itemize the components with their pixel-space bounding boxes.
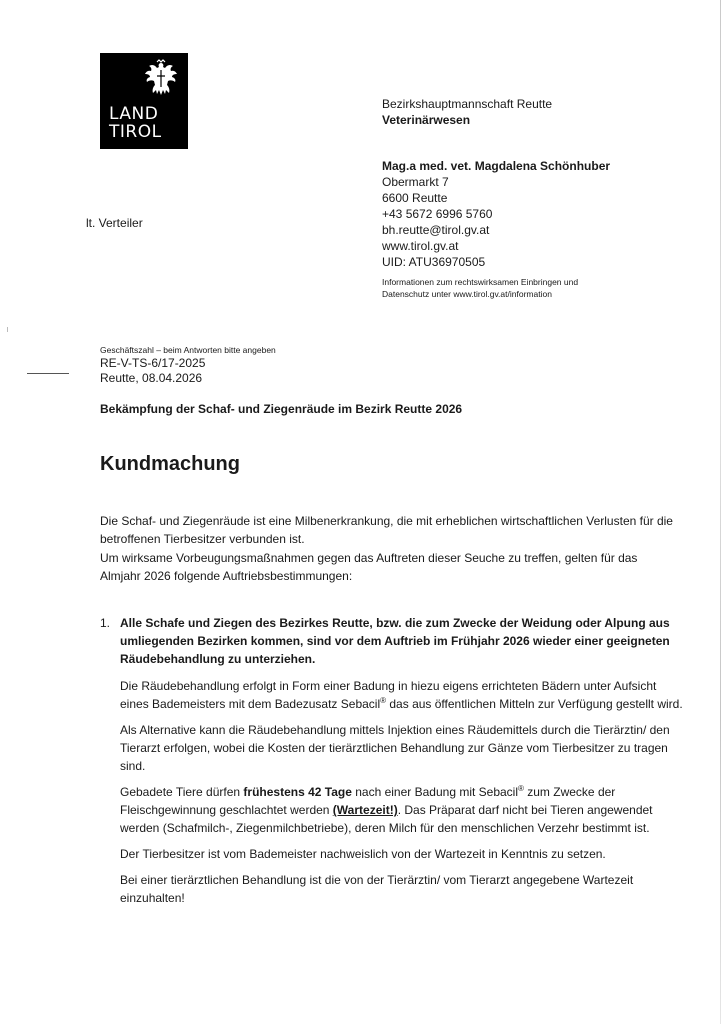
sender-department: Veterinärwesen [382, 113, 471, 127]
waiting-period-paragraph: Gebadete Tiere dürfen frühestens 42 Tage nach einer Badung mit Sebacil® zum Zwecke der Fleischgewinnung geschlachtet werden (Wartezeit!). Das Präparat darf nicht bei Tieren angewendet werden (Schafmilch-, Ziegenmilchbetriebe), deren Milch für den menschlichen Verzehr bestimmt ist. [120, 784, 653, 835]
tyrolean-eagle-icon [144, 59, 178, 97]
list-number: 1. [100, 616, 111, 630]
land-tirol-logo [100, 53, 188, 149]
document-heading: Kundmachung [100, 453, 240, 475]
contact-phone: +43 5672 6996 5760 [382, 207, 493, 221]
contact-name: Mag.a med. vet. Magdalena Schönhuber [382, 159, 611, 173]
alternative-paragraph: Als Alternative kann die Räudebehandlung mittels Injektion eines Räudemittels durch die Tierärztin/ den Tierarzt erfolgen, wobei die Kosten der tierärztlichen Behandlung zur Gänze vom Tierbesitzer zu tragen sind. [120, 723, 670, 773]
list-item-lead: Alle Schafe und Ziegen des Bezirkes Reutte, bzw. die zum Zwecke der Weidung oder Alpung aus umliegenden Bezirken kommen, sind vor dem Auftrieb im Frühjahr 2026 wieder einer geeigneten Räudebehandlung zu unterziehen. [120, 616, 670, 666]
list-item-1 [100, 614, 700, 915]
contact-uid: UID: ATU36970505 [382, 255, 486, 269]
contact-city: 6600 Reutte [382, 191, 448, 205]
reference-hint: Geschäftszahl – beim Antworten bitte angeben [100, 345, 276, 355]
contact-block [382, 158, 610, 300]
place-date: Reutte, 08.04.2026 [100, 371, 203, 385]
bath-paragraph: Die Räudebehandlung erfolgt in Form einer Badung in hiezu eigens errichteten Bädern unter Aufsicht eines Bademeisters mit dem Badezusatz Sebacil® das aus öffentlichen Mitteln zur Verfügung gestellt wird. [120, 679, 683, 711]
reference-block [100, 344, 276, 386]
waiting-period-emphasis: (Wartezeit!) [332, 803, 398, 817]
sender-office: Bezirkshauptmannschaft Reutte [382, 97, 553, 111]
sender-block [382, 96, 552, 128]
scan-edge [720, 0, 721, 1024]
vet-paragraph: Bei einer tierärztlichen Behandlung ist die von der Tierärztin/ vom Tierarzt angegebene Wartezeit einzuhalten! [120, 873, 634, 905]
contact-email: bh.reutte@tirol.gv.at [382, 223, 490, 237]
intro-paragraph-1: Die Schaf- und Ziegenräude ist eine Milbenerkrankung, die mit erheblichen wirtschaftlichen Verlusten für die betroffenen Tierbesitzer verbunden ist. [100, 514, 673, 546]
notice-paragraph: Der Tierbesitzer ist vom Bademeister nachweislich von der Wartezeit in Kenntnis zu setzen. [120, 847, 606, 861]
reference-number: RE-V-TS-6/17-2025 [100, 356, 206, 370]
contact-website: www.tirol.gv.at [382, 239, 459, 253]
recipient: lt. Verteiler [86, 216, 143, 230]
privacy-info: Informationen zum rechtswirksamen Einbringen und Datenschutz unter www.tirol.gv.at/information [382, 277, 579, 299]
logo-text: LAND TIROL [109, 104, 162, 142]
fold-mark [27, 373, 69, 374]
punch-hole-mark [7, 327, 8, 332]
subject-line: Bekämpfung der Schaf- und Ziegenräude im Bezirk Reutte 2026 [100, 402, 463, 416]
intro-paragraph-2: Um wirksame Vorbeugungsmaßnahmen gegen das Auftreten dieser Seuche zu treffen, gelten für das Almjahr 2026 folgende Auftriebsbestimmungen: [100, 551, 638, 583]
contact-street: Obermarkt 7 [382, 175, 449, 189]
